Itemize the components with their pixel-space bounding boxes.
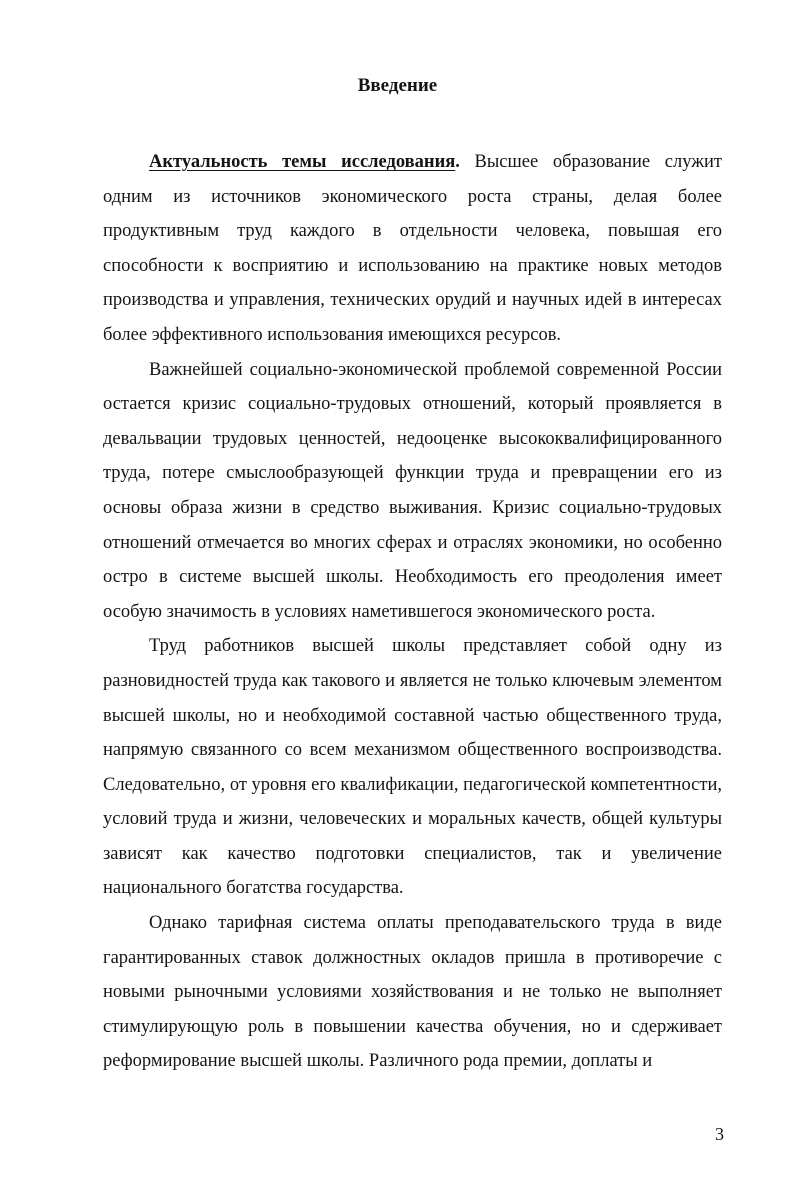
page-title: Введение	[357, 75, 438, 96]
page-number: 3	[715, 1124, 724, 1144]
lead-phrase: Актуальность темы исследования	[149, 152, 456, 172]
lead-period: .	[455, 152, 460, 172]
paragraph-text: Высшее образование служит одним из источников экономического роста страны, делая более продуктивным труд каждого в отдельности человека, повышая его способности к восприятию и использованию на практике новых методов производства и управления, технических орудий и научных идей в интересах более эффективного использования имеющихся ресурсов.	[103, 152, 723, 345]
body-text	[103, 145, 722, 1079]
paragraph-tariff: Однако тарифная система оплаты преподавательского труда в виде гарантированных ставок должностных окладов пришла в противоречие с новыми рыночными условиями хозяйствования и не только не выполняет стимулирующую роль в повышении качества обучения, но и сдерживает реформирование высшей школы. Различного рода премии, доплаты и	[103, 913, 722, 1072]
paragraph-relevance	[103, 145, 722, 353]
paragraph-labor: Труд работников высшей школы представляет собой одну из разновидностей труда как такового и является не только ключевым элементом высшей школы, но и необходимой составной частью общественного труда, напрямую связанного со всем механизмом общественного воспроизводства. Следовательно, от уровня его квалификации, педагогической компетентности, условий труда и жизни, человеческих и моральных качеств, общей культуры зависят как качество подготовки специалистов, так и увеличение национального богатства государства.	[103, 636, 722, 899]
paragraph-crisis: Важнейшей социально-экономической проблемой современной России остается кризис социально-трудовых отношений, который проявляется в девальвации трудовых ценностей, недооценке высококвалифицированного труда, потере смыслообразующей функции труда и превращении его из основы образа жизни в средство выживания. Кризис социально-трудовых отношений отмечается во многих сферах и отраслях экономики, но особенно остро в системе высшей школы. Необходимость его преодоления имеет особую значимость в условиях наметившегося экономического роста.	[103, 359, 722, 622]
